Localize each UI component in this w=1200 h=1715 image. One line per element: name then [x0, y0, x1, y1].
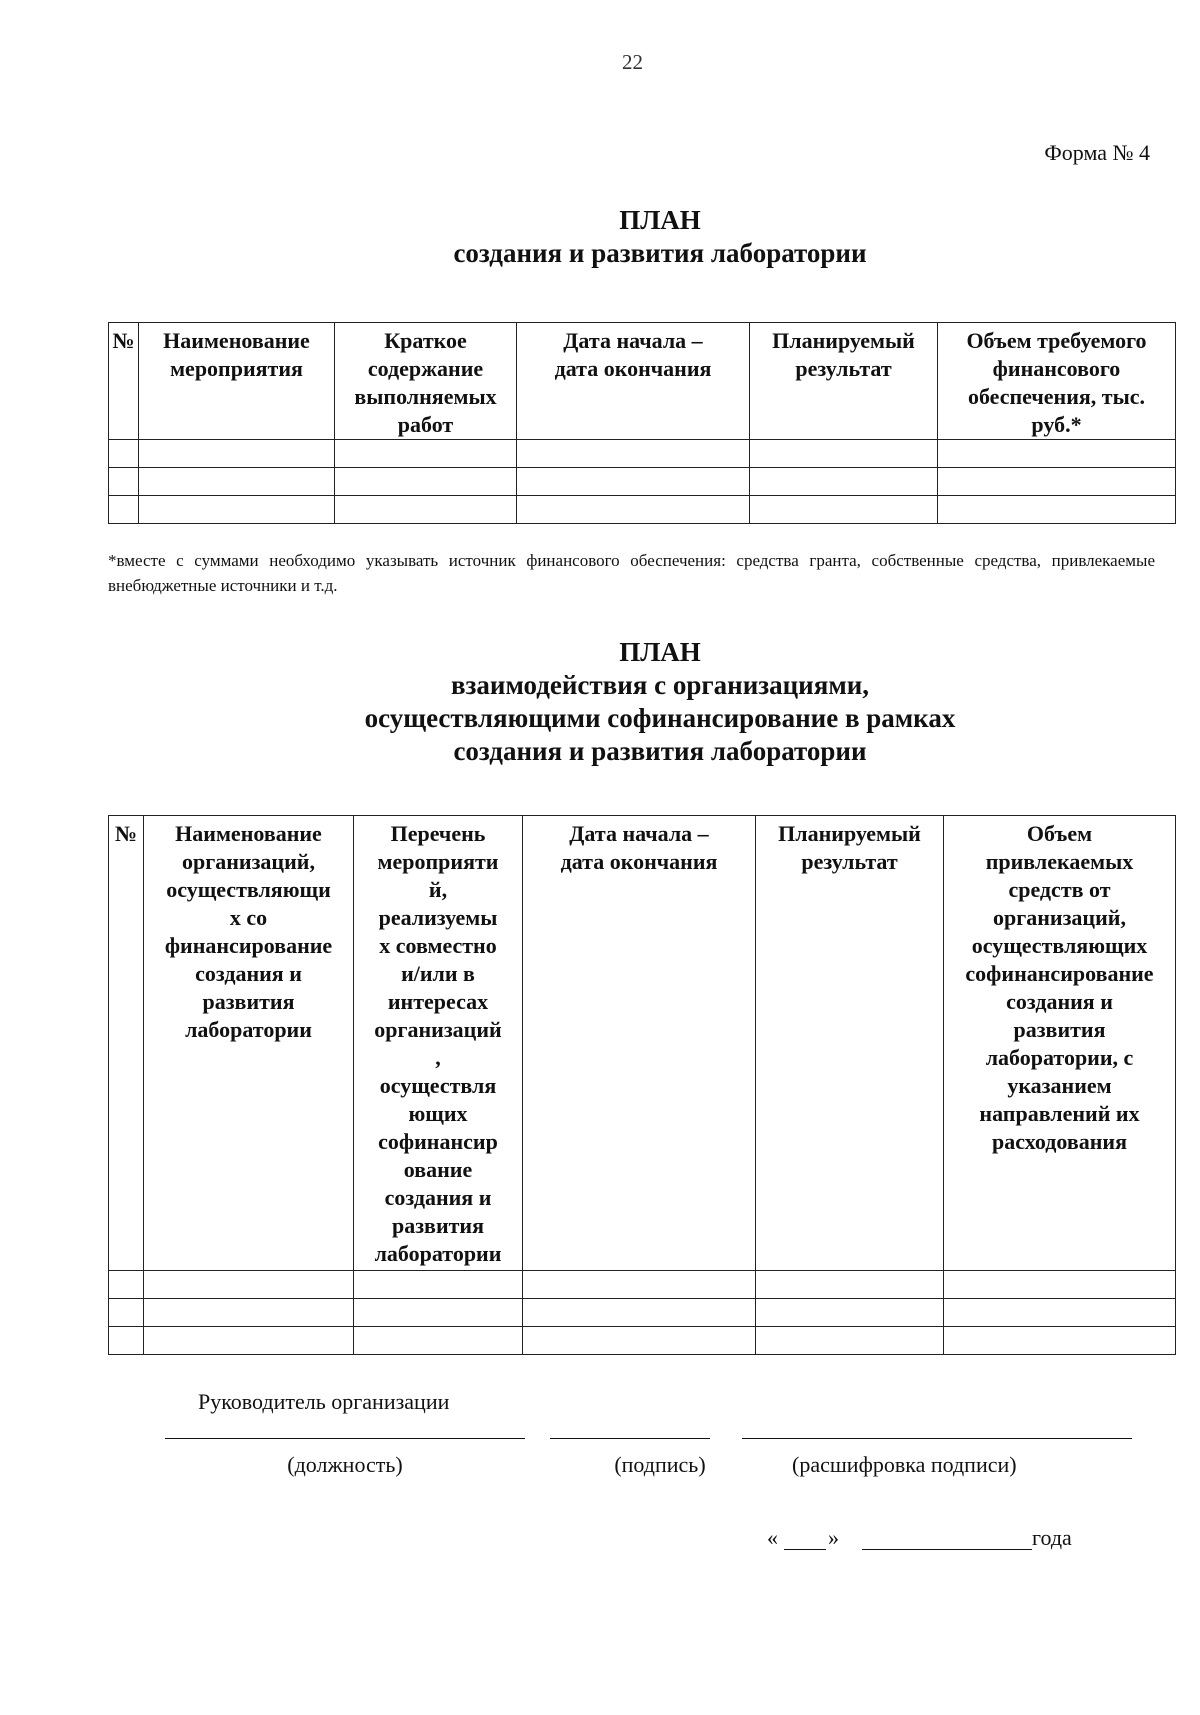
table-header-row	[109, 816, 1176, 1271]
plan1-title-line: ПЛАН	[619, 205, 701, 235]
table-cell[interactable]	[523, 1299, 756, 1327]
header-line: выполняемых	[354, 384, 497, 409]
table-cell[interactable]	[109, 1327, 144, 1355]
table-cell[interactable]	[750, 440, 938, 468]
decoding-caption: (расшифровка подписи)	[792, 1452, 1017, 1477]
table-cell[interactable]	[109, 468, 139, 496]
header-line: реализуемы	[378, 905, 498, 930]
header-line: руб.*	[1031, 412, 1082, 437]
date-open-quote: «	[767, 1525, 778, 1550]
header-line: создания и	[1006, 989, 1113, 1014]
header-line: Перечень	[390, 821, 486, 846]
header-line: №	[114, 821, 138, 846]
table-cell[interactable]	[139, 496, 335, 524]
header-line: Объем требуемого	[966, 328, 1147, 353]
date-month-line[interactable]	[862, 1549, 1032, 1550]
position-caption: (должность)	[287, 1452, 403, 1477]
plan2-table	[108, 815, 1176, 1355]
header-dates	[523, 816, 756, 1271]
header-line: мероприятия	[170, 356, 303, 381]
header-line: осуществля	[379, 1073, 497, 1098]
table-cell[interactable]	[756, 1299, 944, 1327]
header-line: расходования	[992, 1129, 1127, 1154]
header-line: х совместно	[379, 933, 497, 958]
table-cell[interactable]	[144, 1299, 354, 1327]
header-line: и/или в	[401, 961, 475, 986]
header-line: дата окончания	[560, 849, 718, 874]
header-line: развития	[391, 1213, 485, 1238]
header-line: средств от	[1008, 877, 1111, 902]
header-line: привлекаемых	[985, 849, 1134, 874]
header-line: направлений их	[979, 1101, 1140, 1126]
plan2-title-line: осуществляющими софинансирование в рамках	[364, 703, 956, 733]
footnote: *вместе с суммами необходимо указывать источник финансового обеспечения: средства гранта, собственные средства, привлекаемые внебюджетные источники и т.д.	[108, 551, 1155, 595]
table-cell[interactable]	[335, 468, 517, 496]
table-row	[109, 1271, 1176, 1299]
table-cell[interactable]	[109, 496, 139, 524]
table-cell[interactable]	[139, 440, 335, 468]
table-cell[interactable]	[938, 440, 1176, 468]
header-line: лаборатории	[185, 1017, 312, 1042]
header-line: финансового	[992, 356, 1121, 381]
year-word: года	[1032, 1525, 1072, 1550]
header-organization-name	[144, 816, 354, 1271]
header-line: софинансирование	[965, 961, 1154, 986]
table-cell[interactable]	[144, 1271, 354, 1299]
header-attracted-funds	[944, 816, 1176, 1271]
header-planned-result	[756, 816, 944, 1271]
header-line: софинансир	[378, 1129, 498, 1154]
header-line: Планируемый	[778, 821, 921, 846]
table-header-row	[109, 323, 1176, 440]
table-cell[interactable]	[938, 496, 1176, 524]
table-cell[interactable]	[354, 1299, 523, 1327]
table-cell[interactable]	[139, 468, 335, 496]
header-line: осуществляющих	[971, 933, 1148, 958]
signature-caption: (подпись)	[614, 1452, 706, 1477]
header-line: указанием	[1007, 1073, 1112, 1098]
plan2-title-line: ПЛАН	[619, 637, 701, 667]
header-line: лаборатории, с	[985, 1045, 1134, 1070]
plan2-title	[0, 636, 1200, 768]
header-dates	[517, 323, 750, 440]
header-line: х со	[229, 905, 268, 930]
header-line: организаций	[374, 1017, 502, 1042]
head-of-organization-label: Руководитель организации	[198, 1389, 450, 1414]
table-row	[109, 468, 1176, 496]
header-planned-result	[750, 323, 938, 440]
table-cell[interactable]	[750, 468, 938, 496]
table-cell[interactable]	[335, 440, 517, 468]
header-line: Дата начала –	[563, 328, 703, 353]
table-cell[interactable]	[517, 496, 750, 524]
header-line: Наименование	[163, 328, 310, 353]
header-line: финансирование	[164, 933, 333, 958]
form-number: Форма № 4	[1044, 140, 1150, 165]
table-cell[interactable]	[109, 1271, 144, 1299]
header-line: создания и	[195, 961, 302, 986]
table-cell[interactable]	[944, 1327, 1176, 1355]
signature-line[interactable]	[550, 1438, 710, 1439]
header-line: Наименование	[175, 821, 322, 846]
header-line: Краткое	[384, 328, 467, 353]
table-cell[interactable]	[517, 440, 750, 468]
table-cell[interactable]	[756, 1271, 944, 1299]
plan2-title-line: взаимодействия с организациями,	[450, 670, 870, 700]
table-cell[interactable]	[944, 1299, 1176, 1327]
table-cell[interactable]	[109, 1299, 144, 1327]
date-close-quote: »	[828, 1525, 839, 1550]
decoding-line[interactable]	[742, 1438, 1132, 1439]
header-line: Объем	[1026, 821, 1093, 846]
header-event-name	[139, 323, 335, 440]
table-cell[interactable]	[144, 1327, 354, 1355]
table-row	[109, 496, 1176, 524]
header-line: результат	[795, 356, 892, 381]
header-line: ,	[435, 1045, 441, 1070]
table-cell[interactable]	[354, 1271, 523, 1299]
header-line: осуществляющи	[166, 877, 331, 902]
table-cell[interactable]	[523, 1327, 756, 1355]
header-line: ющих	[408, 1101, 468, 1126]
table-cell[interactable]	[335, 496, 517, 524]
table-cell[interactable]	[938, 468, 1176, 496]
plan1-title	[0, 204, 1200, 270]
table-cell[interactable]	[750, 496, 938, 524]
position-line[interactable]	[165, 1438, 525, 1439]
header-line: Дата начала –	[569, 821, 709, 846]
plan1-table	[108, 322, 1176, 524]
header-line: обеспечения, тыс.	[967, 384, 1146, 409]
plan2-title-line: создания и развития лаборатории	[453, 736, 867, 766]
header-line: ование	[403, 1157, 473, 1182]
table-cell[interactable]	[523, 1271, 756, 1299]
header-line: лаборатории	[374, 1241, 502, 1266]
page-number: 22	[622, 50, 643, 74]
table-cell[interactable]	[517, 468, 750, 496]
table-row	[109, 1299, 1176, 1327]
header-work-summary	[335, 323, 517, 440]
date-day-line[interactable]	[784, 1549, 826, 1550]
header-line: й,	[428, 877, 448, 902]
table-cell[interactable]	[944, 1271, 1176, 1299]
table-cell[interactable]	[354, 1327, 523, 1355]
header-line: работ	[397, 412, 454, 437]
header-line: развития	[1013, 1017, 1106, 1042]
header-number	[109, 323, 139, 440]
header-line: организаций,	[182, 849, 315, 874]
header-funding-volume	[938, 323, 1176, 440]
table-cell[interactable]	[756, 1327, 944, 1355]
header-number	[109, 816, 144, 1271]
header-line: развития	[202, 989, 295, 1014]
table-row	[109, 1327, 1176, 1355]
header-line: организаций,	[993, 905, 1126, 930]
header-line: результат	[801, 849, 898, 874]
header-events-list	[354, 816, 523, 1271]
header-line: дата окончания	[554, 356, 712, 381]
table-cell[interactable]	[109, 440, 139, 468]
table-row	[109, 440, 1176, 468]
header-line: содержание	[367, 356, 484, 381]
header-line: интересах	[387, 989, 489, 1014]
header-line: создания и	[384, 1185, 492, 1210]
header-line: №	[112, 328, 135, 353]
header-line: мероприяти	[377, 849, 499, 874]
plan1-title-line: создания и развития лаборатории	[453, 238, 867, 268]
header-line: Планируемый	[772, 328, 915, 353]
